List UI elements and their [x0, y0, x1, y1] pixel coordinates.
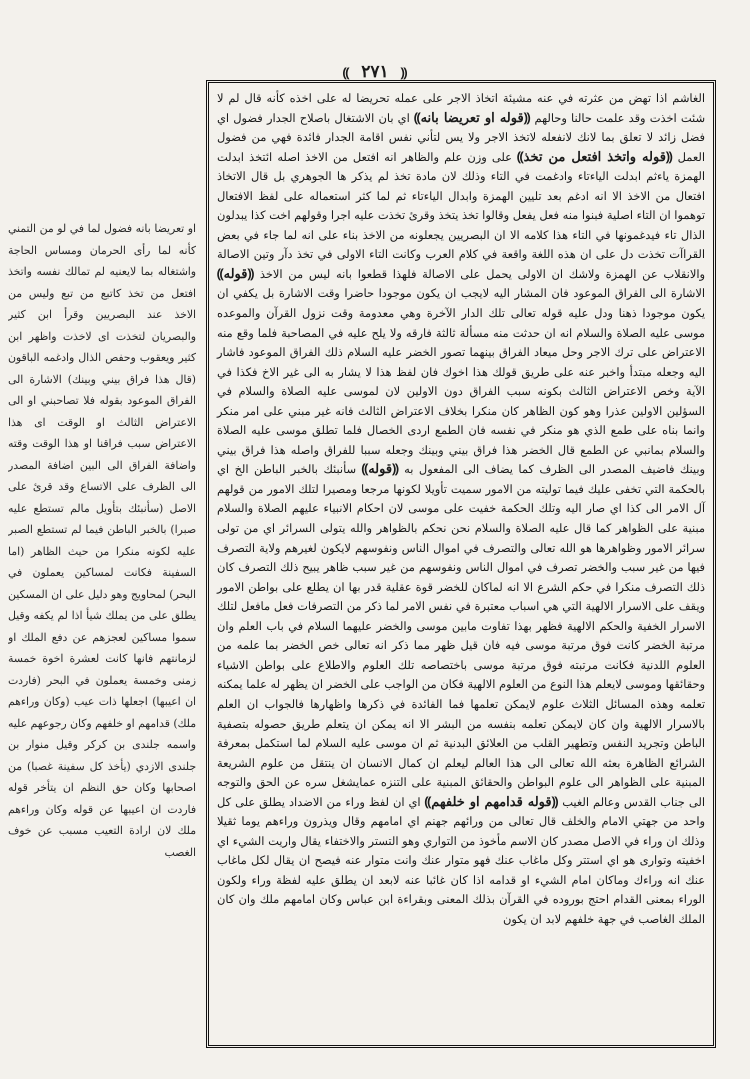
ornament-left: ⸨ — [342, 66, 350, 81]
paragraph: الغاشم اذا تهض من عثرته في عنه مشيئة اتخاذ الاجر على عمله تحريضا له على اخذه كأنه قال لم لا شئت اخذت وقد علمت حالنا وحالهم — [217, 91, 706, 125]
margin-commentary: او تعريضا بانه فضول لما في لو من التمني كأنه لما رأى الحرمان ومساس الحاجة واشتغاله بما لايعنيه لم تمالك نفسه واتخذ افتعل من تخذ كاتبع من تبع وليس من الاخذ عند البصريين وقرأ ابن كثير والبصريان لتخذت اى لاخذت واظهر ابن كثير ويعقوب وحفص الذال وادغمه الباقون (قال هذا فراق بيني وبينك) الاشارة الى الفراق الموعود بقوله فلا تصاحبني او الى الاعتراض الثالث او الوقت اى هذا الاعتراض سبب فراقنا او هذا الوقت وقته واضافة الفراق الى البين اضافة المصدر الى الظرف على الاتساع وقد قرئ على الاصل (سأنبئك بتأويل مالم تستطع عليه صبرا) بالخبر الباطن فيما لم تستطع الصبر عليه لكونه منكرا من حيث الظاهر (اما السفينة فكانت لمساكين يعملون في البحر) لمحاويج وهو دليل على ان المسكين يطلق على من يملك شيأ اذا لم يكفه وقيل سموا مساكين لعجزهم عن دفع الملك او لزمانتهم فانها كانت لعشرة اخوة خمسة زمنى وخمسة يعملون في البحر (فاردت ان اعيبها) اجعلها ذات عيب (وكان وراءهم ملك) قدامهم او خلفهم وكان رجوعهم عليه واسمه جلندى بن كركر وقيل منوار بن جلندى الازدي (يأخذ كل سفينة غصبا) من اصحابها وكان حق النظم ان يتأخر قوله فاردت ان اعيبها عن قوله وكان وراءهم ملك لان ارادة التعيب مسبب عن خوف الغصب — [8, 222, 196, 859]
paragraph: اي بالحكمة التي تخفى عليك فيما توليته من الامور سميت تأويلا لكونها مرجعا ومصيرا لتلك الامور من قولهم آل الامر الى كذا اي صار اليه وتلك الحكمة خفيت على موسى لان احكام الانبياء عليهم الصلاة والسلام مبنية على الظواهر كما قال عليه الصلاة والسلام نحن نحكم بالظواهر والله يتولى السرائر اي من تولى سرائر الامور وظواهرها هو الله تعالى والتصرف في اموال الناس ونفوسهم لايكون لغيرهم ولاية التصرف فيها من غير سبب والخضر تصرف في اموال الناس ونفوسهم من غير سبب ظاهر يبيح ذلك التصرف كان ذلك التصرف منكرا في حكم الشرع الا انه لماكان للخضر قوة عقلية قدر بها ان يطلع على بواطن الامور ويقف على الاسرار الالهية التي هي اسباب معتبرة في نفس الامر لما ذكر من التصرفات فعل مافعل لتلك الاسرار الخفية والحكم الالهية فظهر بهذا تفاوت مابين موسى والخضر عليهما السلام في باب العلم وان مرتبة الخضر كانت فوق مرتبة موسى فيه فان قيل ظهر مما ذكر انه تعالى خص الخضر بما علمه من العلوم اللدنية فكانت مرتبته فوق مرتبة موسى باختصاصه تلك العلوم والاطلاع على بواطن الاشياء وحقائقها وموسى لايعلم هذا النوع من العلوم الالهية فكان من الواجب على الخضر ان يظهر له علما يمكنه تعلمه وهذه المسائل الثلاث علوم لايمكن تعلمها فما الفائدة في ذكرها واظهارها فالجواب ان العلم بالاسرار الالهية وان كان لايمكن تعلمه بنفسه من البشر الا انه يمكن ان يتعلم طريق حصوله بتصفية الباطن وتجريد النفس وتطهير القلب من العلائق البدنية ثم ان موسى عليه السلام لما استكمل بمعرفة الشرائع الظاهرة بعثه الله تعالى الى هذا العالم ليعلم ان كمال الانسان ان ينتقل من علوم الشريعة المبنية على الظواهر الى علوم البواطن والحقائق المبنية على التنزه عمايشغل سره عن الحق والتوجه الى جناب القدس وعالم الغيب — [217, 462, 705, 809]
paragraph: اي بان الاشتغال باصلاح الجدار فضول اي فضل زائد لا تعلق بما لانك لانفعله لاتخذ الاجر ولا يس لتأني نفس اقامة الجدار فائدة فهي من فضول العمل — [217, 110, 705, 164]
heading-qawluhu: ⸨قوله⸩ — [217, 266, 255, 282]
paragraph: الاشارة الى الفراق الموعود — [573, 286, 705, 301]
heading-qawluhu: ⸨قوله واتخذ افتعل من تخذ⸩ — [517, 149, 673, 165]
heading-qawluhu: ⸨قوله⸩ — [361, 462, 399, 478]
page-number-value: ٢٧١ — [361, 62, 389, 82]
page-number — [0, 62, 750, 82]
commentary-body — [217, 89, 705, 930]
heading-qawluhu: ⸨قوله او تعريضا بانه⸩ — [413, 110, 531, 126]
main-text-frame — [206, 80, 716, 1048]
heading-qawluhu: ⸨قوله قدامهم او خلفهم⸩ — [424, 794, 559, 810]
paragraph: فان المشار اليه لايجب ان يكون موجودا حاضرا وقت الاشارة بل يكفي ان يكون موجودا ذهنا ودل عليه قوله تعالى تلك الدار الآخرة وهي معدومة وقت نزول القرآن والموعده موسى عليه الصلاة والسلام انه ان حدثت منه مسألة ثالثة فارقه ولا يلح عليه في المصاحبة فلما وقع منه الاعتراض على ترك الاجر وحل ميعاد الفراق بينهما تصور الخضر عليه السلام ذلك الفراق الموعود فاشار اليه وجعله مبتدأ واخبر عنه على طريق قولك هذا اخوك فان لفظ هذا لا يشار به الى غير الاخ فكذا في الآية وخص الاعتراض الثالث بكونه سبب الفراق دون الاولين لان لموسى عليه الصلاة والسلام في السؤلين الاولين عذرا وهو كون الظاهر كان منكرا بخلاف الاعتراض الثالث فانه غير مبني على امر منكر وانما بناه على طمع الذي هو منكر في نفسه فان الطمع اردى الخصال فلما تطلق موسى عليه الصلاة والسلام بمانبي عن الطمع قال الخضر هذا فراق بيني وبينك وجعله سببا للفراق واصله هذا فراق بيني وبينك فاضيف المصدر الى الظرف كما يضاف الى المفعول به — [217, 286, 706, 477]
paragraph: على وزن علم والظاهر انه افتعل من الاخذ اصله ائتخذ ابدلت الهمزة ياءثم ابدلت الياءتاء وادغمت في التاء وذلك لان مادة تخذ لم يذكر ها الجوهري بل قال الاتخاذ افتعال من الاخذ الا انه ادغم بعد تليين الهمزة وابدال الياءتاء ثم لما كثر استعماله على لفظ الافتعال توهموا ان التاء اصلية فبنوا منه فعل يفعل وقالوا تخذ يتخذ وقرئ تخذت عليه اجرا وقولهم اخت كذا يبدلون الذال تاء فيدغمونها في التاء هذا كلامه الا ان البصريين يجعلونه من الاخذ بناء على انه لما جاء في بعض القراآت تخذت دل على ان هذه اللغة واقعة في كلام العرب وكانت التاء الاولى في تخذ دآر وتين الاصالة والانقلاب عن الهمزة ولاشك ان الاولى يحمل على الاصالة فلهذا قطعوا بانه ليس من الاخذ — [217, 149, 705, 281]
ornament-right: ⸩ — [400, 66, 408, 81]
paragraph: اي ان لفظ وراء من الاضداد يطلق على كل واحد من جهتي الامام والخلف قال تعالى من ورائهم جهنم اي امامهم وقال ويذرون وراءهم يوما ثقيلا وذلك ان وراء في الاصل مصدر كان الاسم مأخوذ من التواري وهو التستر والاختفاء يقال واريت الشيء اي اخفيته وتوارى هو اي استتر وكل ماغاب عنك فهو متوار عنك وانت متوار عنه فيصح ان يقال لكل ماغاب عنك انه وراءك وماكان امام الشيء او قدامه اذا كان غائبا عنه لابعد ان يطلق عليه لفظة وراء ولكون الوراء بمعنى القدام احتج بوروده في القرآن بذلك المعنى وبقراءة ابن عباس وكان امامهم ملك وان كان الملك الغاصب في جهة خلفهم لابد ان يكون — [217, 794, 705, 926]
paragraph: سأنبئك بالخبر الباطن الخ — [234, 462, 357, 477]
